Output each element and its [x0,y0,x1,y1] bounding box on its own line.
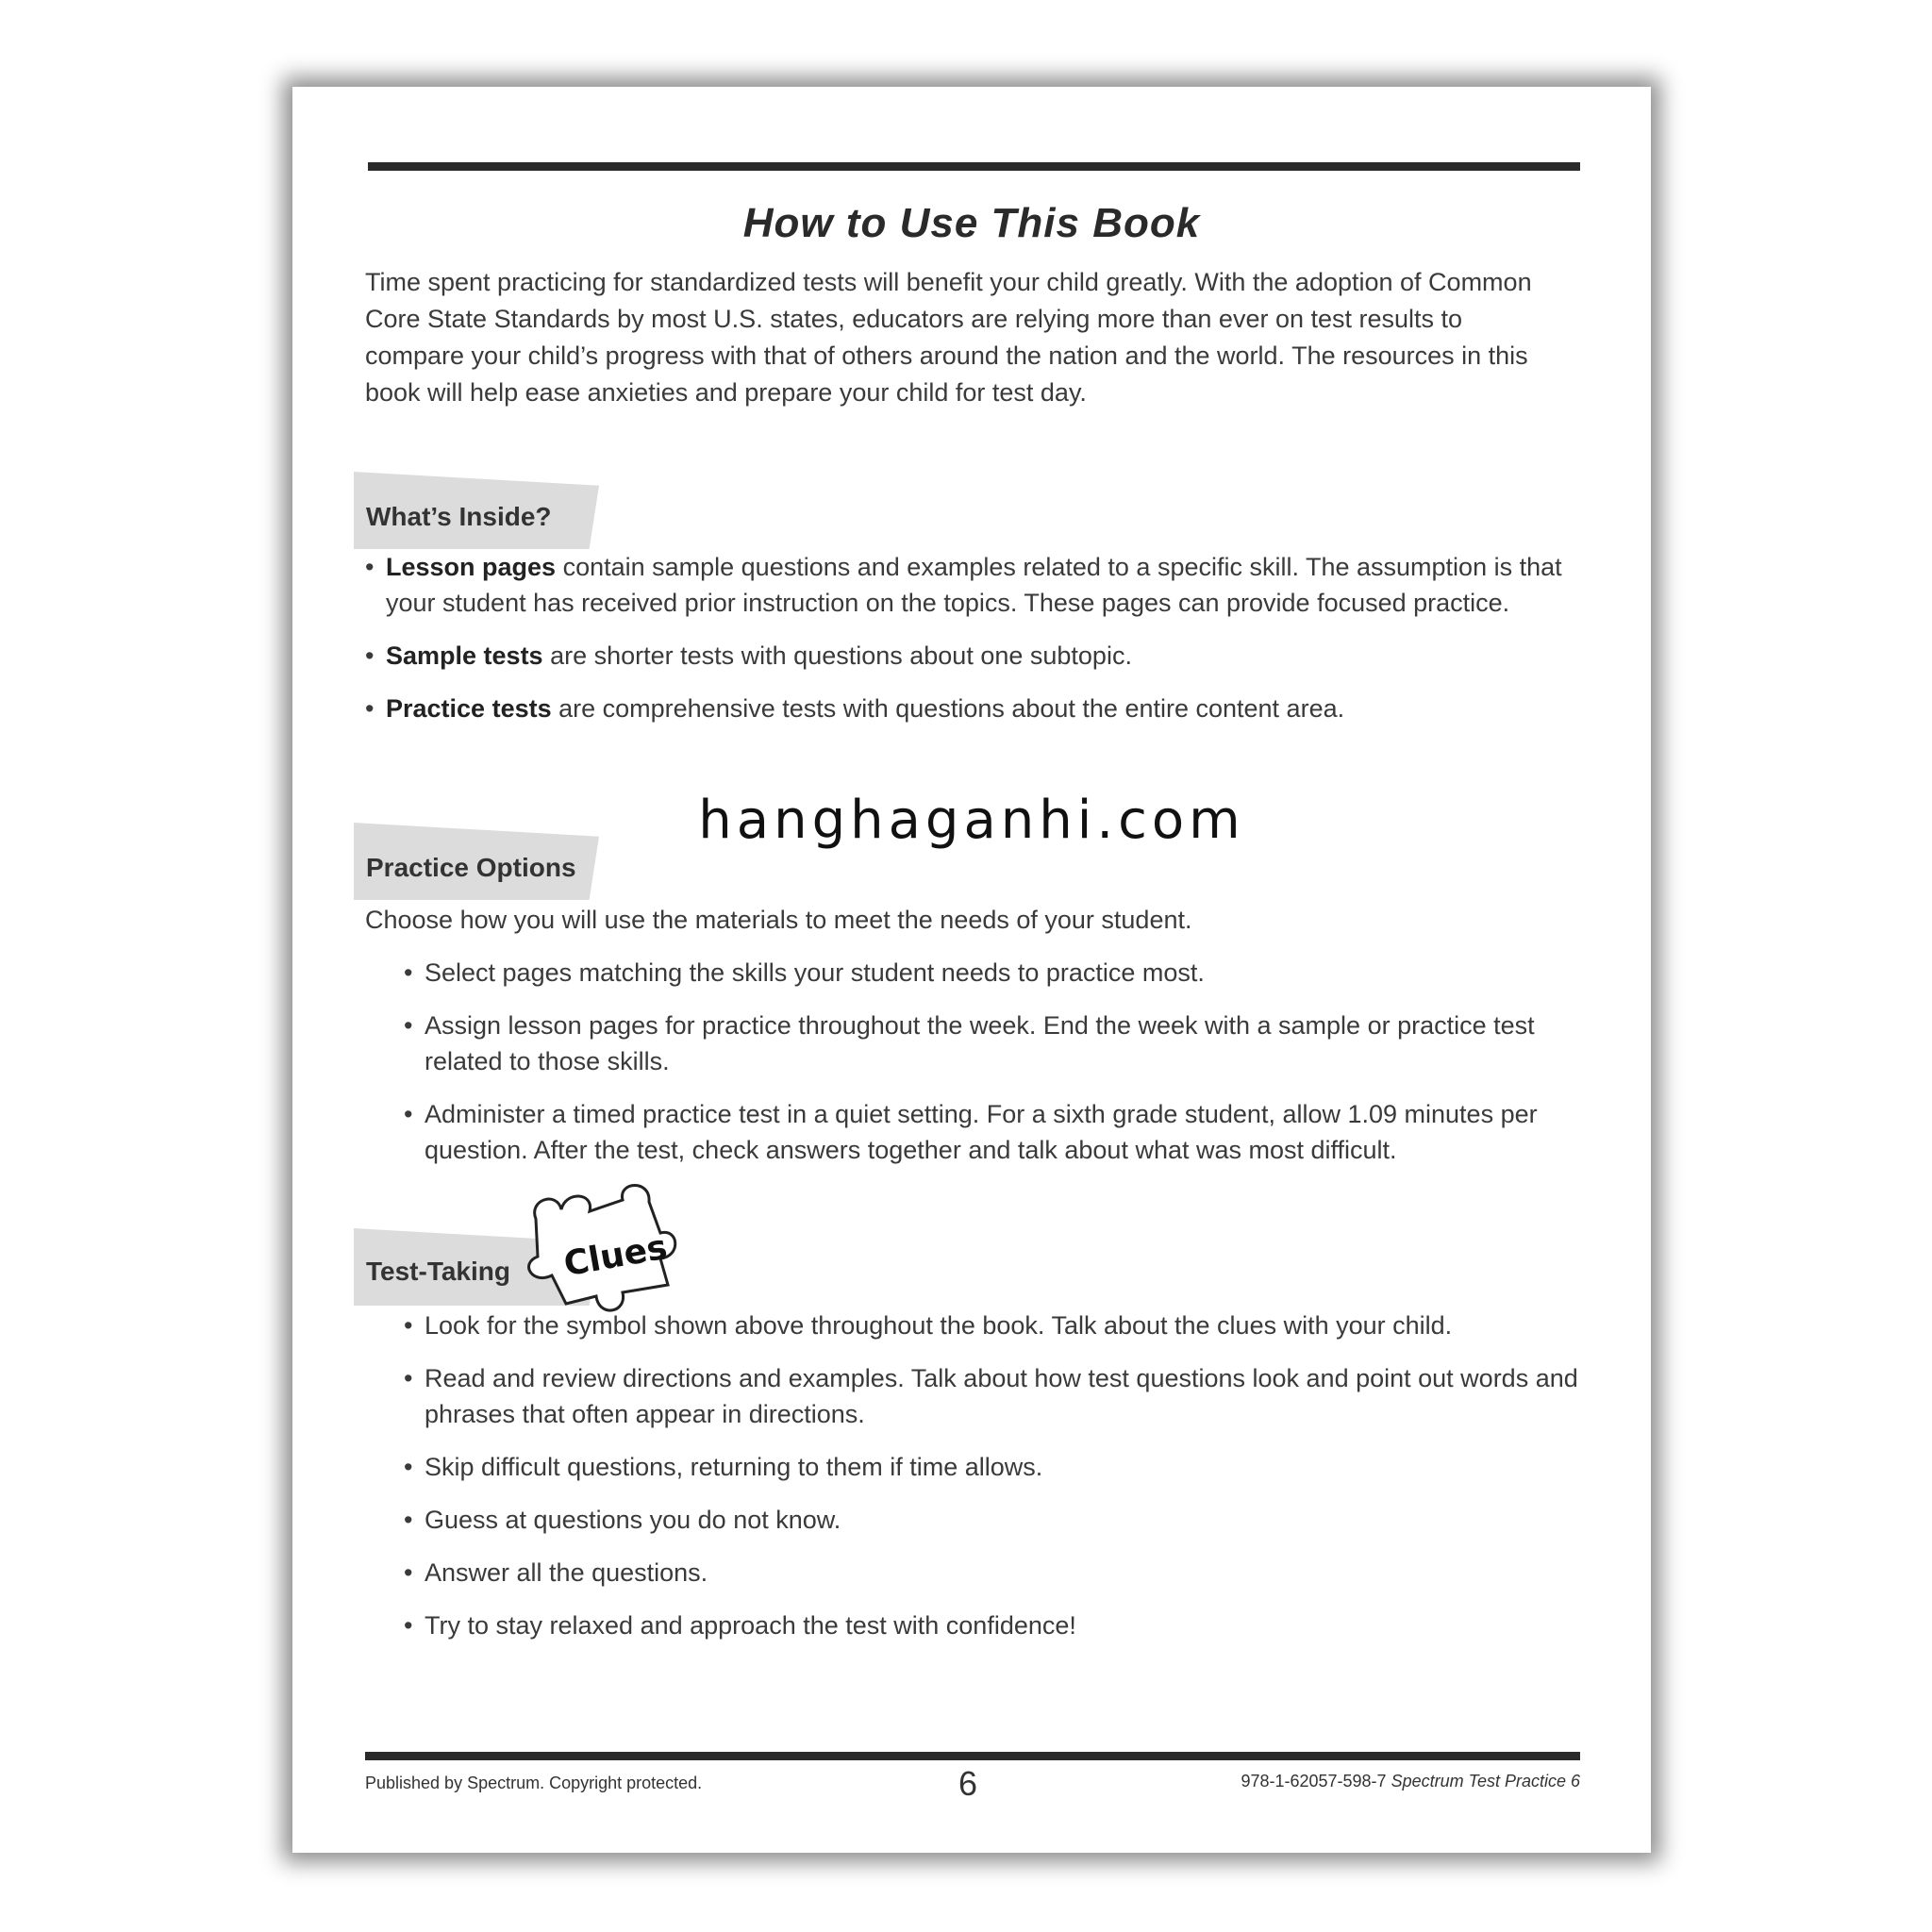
list-item: • Administer a timed practice test in a quiet setting. For a sixth grade student, allow 1.09 minutes per question. After the test, check answers together and talk about what was most difficult. [404,1096,1592,1168]
item-text: are shorter tests with questions about one subtopic. [542,641,1132,670]
item-text: contain sample questions and examples related to a specific skill. The assumption is that your student has received prior instruction on the topics. These pages can provide focused practice. [386,553,1562,617]
book-page [292,87,1651,1853]
whats-inside-heading: What’s Inside? [366,502,552,531]
practice-options-list [404,955,1592,1185]
list-item: • Guess at questions you do not know. [404,1502,1592,1538]
watermark-text: hanghaganhi.com [698,790,1245,851]
book-title: Spectrum Test Practice 6 [1391,1772,1580,1790]
book-info [1241,1772,1580,1791]
list-item: • Read and review directions and examples. Talk about how test questions look and point out words and phrases that often appear in directions. [404,1360,1592,1432]
list-item: • Skip difficult questions, returning to them if time allows. [404,1449,1592,1485]
whats-inside-list [365,549,1582,743]
test-taking-heading: Test-Taking [366,1257,510,1286]
item-text: are comprehensive tests with questions about the entire content area. [551,694,1345,723]
item-bold: Practice tests [386,694,552,723]
list-item: • Look for the symbol shown above throughout the book. Talk about the clues with your child. [404,1307,1592,1343]
list-item: • Try to stay relaxed and approach the test with confidence! [404,1607,1592,1643]
publisher-note: Published by Spectrum. Copyright protected. [365,1774,703,1792]
page-title: How to Use This Book [742,200,1201,246]
practice-options-heading: Practice Options [366,853,576,882]
list-item [365,638,1582,674]
bottom-rule [365,1752,1580,1760]
practice-options-lead: Choose how you will use the materials to meet the needs of your student. [365,906,1192,934]
puzzle-piece-icon [509,1181,679,1323]
page-number: 6 [958,1764,978,1803]
list-item [365,691,1582,726]
list-item: • Answer all the questions. [404,1555,1592,1591]
item-bold: Lesson pages [386,553,557,581]
item-bold: Sample tests [386,641,543,670]
list-item: • Assign lesson pages for practice throughout the week. End the week with a sample or practice test related to those skills. [404,1008,1592,1079]
test-taking-list [404,1307,1592,1660]
top-rule [368,162,1580,171]
isbn: 978-1-62057-598-7 [1241,1772,1387,1790]
clues-label: Clues [560,1227,671,1285]
list-item [365,549,1582,621]
list-item: • Select pages matching the skills your student needs to practice most. [404,955,1592,991]
intro-paragraph: Time spent practicing for standardized tests will benefit your child greatly. With the adoption of Common Core State Standards by most U.S. states, educators are relying more than ever on test results to compare your child’s progress with that of others around the nation and the world. The resources in this book will help ease anxieties and prepare your child for test day. [365,268,1532,407]
